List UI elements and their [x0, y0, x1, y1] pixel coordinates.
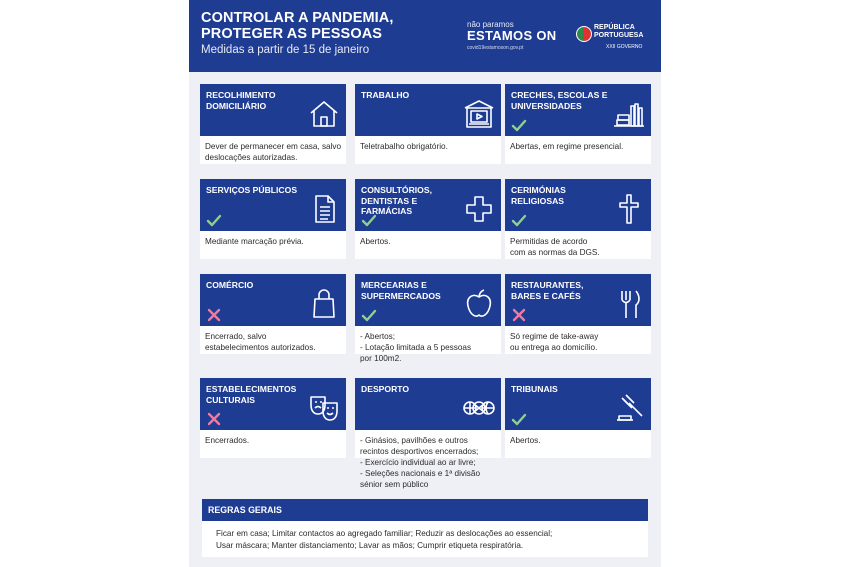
sports-balls-icon: [463, 392, 495, 424]
measure-description: - Ginásios, pavilhões e outros recintos desportivos encerrados; - Exercício individual ao ar livre; - Seleções nacionais e 1ª divisão sénior sem público: [360, 436, 480, 489]
infographic-poster: [189, 0, 661, 567]
theatre-masks-icon: [308, 392, 340, 424]
logo-url: covid19estamoson.gov.pt: [467, 45, 524, 51]
measure-card-header: [505, 378, 651, 430]
estamos-on-logo: [467, 20, 556, 51]
measure-card-header: [200, 378, 346, 430]
measure-card-header: [355, 274, 501, 326]
house-icon: [308, 98, 340, 130]
measure-card-header: [200, 274, 346, 326]
header-banner: [189, 0, 661, 72]
cross-icon: [206, 411, 222, 427]
measure-title: CONSULTÓRIOS, DENTISTAS E FARMÁCIAS: [361, 185, 432, 216]
measure-title: TRABALHO: [361, 90, 410, 100]
measure-card-consultorios-dentistas-e-farmacias: [355, 179, 501, 259]
page-title: [201, 10, 393, 42]
logo-tagline: não paramos: [467, 20, 514, 29]
measure-title: TRIBUNAIS: [511, 384, 558, 394]
title-line-1: CONTROLAR A PANDEMIA,: [201, 10, 394, 26]
measure-description: Só regime de take-away ou entrega ao domicílio.: [510, 332, 599, 352]
measure-card-header: [505, 84, 651, 136]
measure-card-header: [355, 179, 501, 231]
measure-title: COMÉRCIO: [206, 280, 254, 290]
measure-card-desporto: [355, 378, 501, 489]
measure-description: Abertas, em regime presencial.: [510, 142, 624, 151]
measure-title: RECOLHIMENTO DOMICILIÁRIO: [206, 90, 276, 111]
measure-card-header: [505, 179, 651, 231]
check-icon: [511, 212, 527, 228]
shopping-bag-icon: [308, 288, 340, 320]
medical-cross-icon: [463, 193, 495, 225]
general-rules-header: [202, 499, 648, 521]
measure-card-header: [505, 274, 651, 326]
measure-description: Encerrados.: [205, 436, 250, 445]
check-icon: [361, 212, 377, 228]
measure-card-header: [200, 84, 346, 136]
measure-description: Mediante marcação prévia.: [205, 237, 304, 246]
measure-card-comercio: [200, 274, 346, 354]
government-name: [594, 24, 643, 40]
cross-icon: [511, 307, 527, 323]
measure-card-mercearias-e-supermercados: [355, 274, 501, 363]
measure-card-header: [355, 378, 501, 430]
measure-title: SERVIÇOS PÚBLICOS: [206, 185, 298, 195]
page-subtitle: Medidas a partir de 15 de janeiro: [201, 44, 370, 56]
document-icon: [308, 193, 340, 225]
logo-wordmark: ESTAMOS ON: [467, 28, 557, 43]
gov-line-2: PORTUGUESA: [594, 32, 644, 39]
measure-title: ESTABELECIMENTOS CULTURAIS: [206, 384, 297, 405]
measure-title: RESTAURANTES, BARES E CAFÉS: [511, 280, 584, 301]
measure-description: Abertos.: [360, 237, 391, 246]
measure-card-cerimonias-religiosas: [505, 179, 651, 259]
title-line-2: PROTEGER AS PESSOAS: [201, 26, 383, 42]
measure-title: CERIMÓNIAS RELIGIOSAS: [511, 185, 566, 206]
measure-description: Permitidas de acordo com as normas da DGS.: [510, 237, 600, 257]
measure-card-recolhimento-domiciliario: [200, 84, 346, 164]
check-icon: [206, 212, 222, 228]
measure-card-restaurantes-bares-e-cafes: [505, 274, 651, 354]
measure-description: Teletrabalho obrigatório.: [360, 142, 448, 151]
general-rules-text: [216, 528, 636, 552]
general-rules-title: REGRAS GERAIS: [208, 505, 282, 515]
check-icon: [511, 117, 527, 133]
books-icon: [613, 98, 645, 130]
measure-title: CRECHES, ESCOLAS E UNIVERSIDADES: [511, 90, 608, 111]
measure-card-header: [355, 84, 501, 136]
measure-title: MERCEARIAS E SUPERMERCADOS: [361, 280, 441, 301]
measure-card-tribunais: [505, 378, 651, 458]
telework-icon: [463, 98, 495, 130]
apple-icon: [463, 288, 495, 320]
measure-card-header: [200, 179, 346, 231]
measure-card-servicos-publicos: [200, 179, 346, 259]
measure-description: Abertos.: [510, 436, 541, 445]
rules-line-1: Ficar em casa; Limitar contactos ao agregado familiar; Reduzir as deslocações ao essencial;: [216, 529, 553, 538]
measure-description: Dever de permanecer em casa, salvo deslocações autorizadas.: [205, 142, 342, 162]
cutlery-icon: [613, 288, 645, 320]
check-icon: [361, 307, 377, 323]
gavel-icon: [613, 392, 645, 424]
general-rules-box: [202, 521, 648, 557]
gov-line-1: REPÚBLICA: [594, 24, 635, 31]
measure-title: DESPORTO: [361, 384, 410, 394]
measure-description: Encerrado, salvo estabelecimentos autorizados.: [205, 332, 316, 352]
measure-card-trabalho: [355, 84, 501, 164]
rules-line-2: Usar máscara; Manter distanciamento; Lavar as mãos; Cumprir etiqueta respiratória.: [216, 541, 524, 550]
measure-card-creches-escolas-e-universidades: [505, 84, 651, 164]
republic-crest-icon: [576, 26, 592, 42]
check-icon: [511, 411, 527, 427]
cross-icon: [206, 307, 222, 323]
religious-cross-icon: [613, 193, 645, 225]
measure-description: - Abertos; - Lotação limitada a 5 pessoas por 100m2.: [360, 332, 472, 363]
measure-card-estabelecimentos-culturais: [200, 378, 346, 458]
government-subtitle: XXII GOVERNO: [606, 44, 643, 50]
